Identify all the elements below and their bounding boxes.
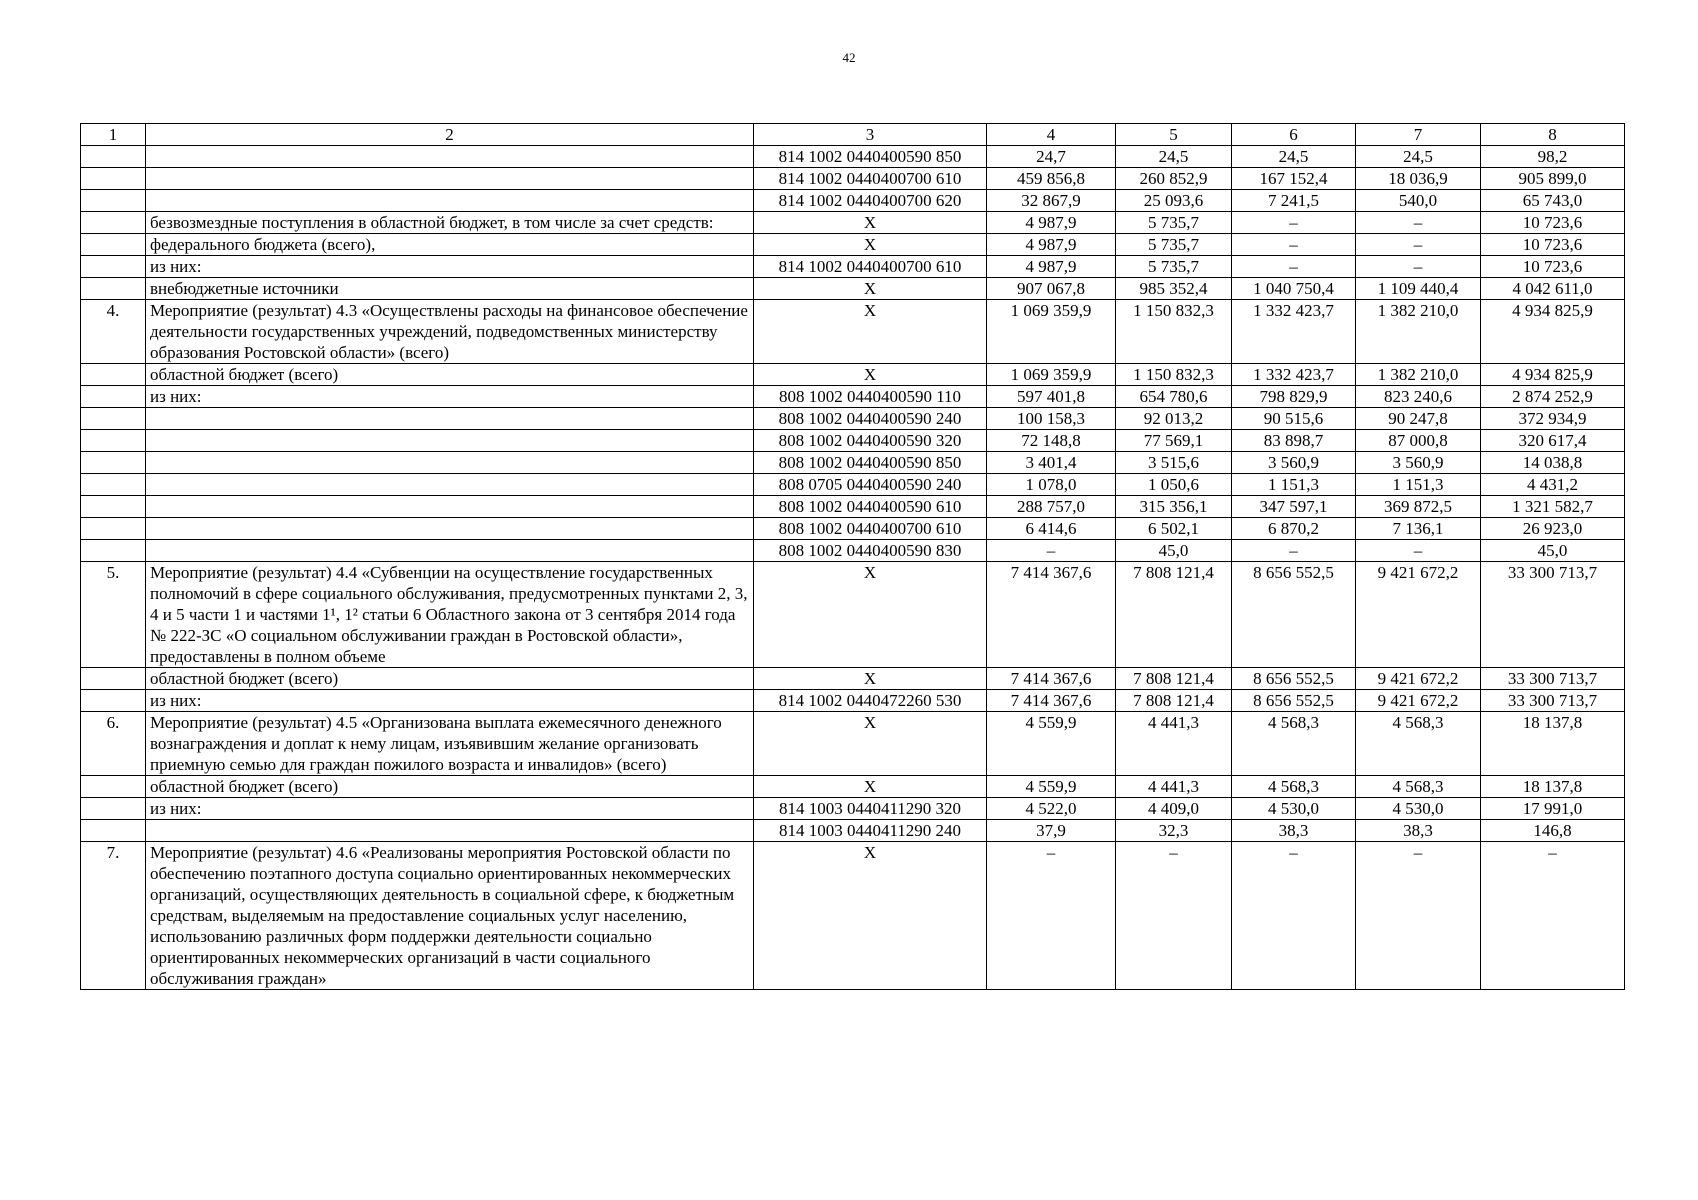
value-cell: – <box>1232 842 1356 990</box>
row-number-cell <box>81 798 146 820</box>
row-number-cell <box>81 146 146 168</box>
row-name-cell: из них: <box>146 798 754 820</box>
value-cell: 7 136,1 <box>1356 518 1481 540</box>
value-cell: 540,0 <box>1356 190 1481 212</box>
budget-code-cell: X <box>754 776 987 798</box>
value-cell: 798 829,9 <box>1232 386 1356 408</box>
table-row <box>81 712 1625 776</box>
value-cell: 6 502,1 <box>1116 518 1232 540</box>
row-name-cell: безвозмездные поступления в областной бюджет, в том числе за счет средств: <box>146 212 754 234</box>
value-cell: 7 808 121,4 <box>1116 668 1232 690</box>
value-cell: 6 414,6 <box>987 518 1116 540</box>
row-number-cell <box>81 452 146 474</box>
value-cell: – <box>1356 212 1481 234</box>
value-cell: 7 241,5 <box>1232 190 1356 212</box>
row-number-cell <box>81 190 146 212</box>
budget-code-cell: 808 1002 0440400590 110 <box>754 386 987 408</box>
table-row <box>81 540 1625 562</box>
table-row <box>81 776 1625 798</box>
value-cell: 10 723,6 <box>1481 256 1625 278</box>
table-row <box>81 798 1625 820</box>
row-number-cell <box>81 408 146 430</box>
value-cell: 5 735,7 <box>1116 234 1232 256</box>
value-cell: 146,8 <box>1481 820 1625 842</box>
value-cell: 4 530,0 <box>1356 798 1481 820</box>
value-cell: – <box>1232 540 1356 562</box>
budget-code-cell: X <box>754 212 987 234</box>
budget-code-cell: X <box>754 364 987 386</box>
value-cell: 38,3 <box>1232 820 1356 842</box>
value-cell: 1 050,6 <box>1116 474 1232 496</box>
budget-table <box>80 123 1625 990</box>
header-cell: 4 <box>987 124 1116 146</box>
row-number-cell <box>81 776 146 798</box>
value-cell: 24,5 <box>1232 146 1356 168</box>
table-row <box>81 842 1625 990</box>
row-name-cell <box>146 430 754 452</box>
row-name-cell <box>146 408 754 430</box>
row-name-cell <box>146 496 754 518</box>
row-name-cell: Мероприятие (результат) 4.3 «Осуществлены расходы на финансовое обеспечение деятельности государственных учреждений, подведомственных министерству образования Ростовской области» (всего) <box>146 300 754 364</box>
value-cell: 33 300 713,7 <box>1481 668 1625 690</box>
value-cell: 8 656 552,5 <box>1232 668 1356 690</box>
value-cell: 25 093,6 <box>1116 190 1232 212</box>
table-row <box>81 408 1625 430</box>
budget-code-cell: 814 1003 0440411290 240 <box>754 820 987 842</box>
table-row <box>81 474 1625 496</box>
row-number-cell <box>81 496 146 518</box>
row-name-cell: из них: <box>146 256 754 278</box>
budget-code-cell: X <box>754 562 987 668</box>
value-cell: 4 409,0 <box>1116 798 1232 820</box>
value-cell: 83 898,7 <box>1232 430 1356 452</box>
header-cell: 7 <box>1356 124 1481 146</box>
value-cell: – <box>1116 842 1232 990</box>
value-cell: 8 656 552,5 <box>1232 690 1356 712</box>
value-cell: 4 530,0 <box>1232 798 1356 820</box>
budget-code-cell: X <box>754 842 987 990</box>
value-cell: 1 040 750,4 <box>1232 278 1356 300</box>
value-cell: 4 559,9 <box>987 776 1116 798</box>
header-cell: 2 <box>146 124 754 146</box>
value-cell: 4 568,3 <box>1232 776 1356 798</box>
value-cell: 4 042 611,0 <box>1481 278 1625 300</box>
row-name-cell <box>146 820 754 842</box>
value-cell: 1 382 210,0 <box>1356 300 1481 364</box>
value-cell: 37,9 <box>987 820 1116 842</box>
budget-code-cell: 814 1002 0440400590 850 <box>754 146 987 168</box>
row-number-cell <box>81 212 146 234</box>
value-cell: 90 515,6 <box>1232 408 1356 430</box>
value-cell: 32 867,9 <box>987 190 1116 212</box>
value-cell: 4 568,3 <box>1356 712 1481 776</box>
value-cell: 4 568,3 <box>1232 712 1356 776</box>
value-cell: – <box>1356 256 1481 278</box>
value-cell: – <box>1356 842 1481 990</box>
table-row <box>81 212 1625 234</box>
row-number-cell <box>81 690 146 712</box>
value-cell: – <box>1481 842 1625 990</box>
value-cell: 1 150 832,3 <box>1116 300 1232 364</box>
row-name-cell: из них: <box>146 690 754 712</box>
value-cell: – <box>1232 256 1356 278</box>
value-cell: 14 038,8 <box>1481 452 1625 474</box>
value-cell: 372 934,9 <box>1481 408 1625 430</box>
row-name-cell: областной бюджет (всего) <box>146 776 754 798</box>
row-name-cell <box>146 518 754 540</box>
value-cell: 985 352,4 <box>1116 278 1232 300</box>
row-name-cell: Мероприятие (результат) 4.6 «Реализованы мероприятия Ростовской области по обеспечению поэтапного доступа социально ориентированных некоммерческих организаций, осуществляющих деятельность в социальной сфере, к бюджетным средствам, выделяемым на предоставление социальных услуг населению, использованию различных форм поддержки деятельности социально ориентированных некоммерческих организаций в части социального обслуживания граждан» <box>146 842 754 990</box>
header-cell: 5 <box>1116 124 1232 146</box>
value-cell: 24,5 <box>1356 146 1481 168</box>
table-row <box>81 496 1625 518</box>
table-row <box>81 820 1625 842</box>
row-name-cell: Мероприятие (результат) 4.4 «Субвенции на осуществление государственных полномочий в сфере социального обслуживания, предусмотренных пунктами 2, 3, 4 и 5 части 1 и частями 1¹, 1² статьи 6 Областного закона от 3 сентября 2014 года № 222-ЗС «О социальном обслуживании граждан в Ростовской области», предоставлены в полном объеме <box>146 562 754 668</box>
value-cell: 9 421 672,2 <box>1356 690 1481 712</box>
value-cell: 7 808 121,4 <box>1116 690 1232 712</box>
header-cell: 6 <box>1232 124 1356 146</box>
value-cell: – <box>1232 234 1356 256</box>
value-cell: 4 987,9 <box>987 256 1116 278</box>
budget-code-cell: 808 1002 0440400590 320 <box>754 430 987 452</box>
value-cell: 3 401,4 <box>987 452 1116 474</box>
page-number: 42 <box>842 50 856 65</box>
row-name-cell: областной бюджет (всего) <box>146 668 754 690</box>
value-cell: 45,0 <box>1116 540 1232 562</box>
value-cell: 260 852,9 <box>1116 168 1232 190</box>
value-cell: 1 151,3 <box>1232 474 1356 496</box>
value-cell: 1 078,0 <box>987 474 1116 496</box>
value-cell: 907 067,8 <box>987 278 1116 300</box>
value-cell: 3 515,6 <box>1116 452 1232 474</box>
table-row <box>81 562 1625 668</box>
row-number-cell <box>81 168 146 190</box>
table-row <box>81 190 1625 212</box>
row-number-cell: 6. <box>81 712 146 776</box>
budget-code-cell: 814 1003 0440411290 320 <box>754 798 987 820</box>
budget-code-cell: 814 1002 0440472260 530 <box>754 690 987 712</box>
value-cell: 87 000,8 <box>1356 430 1481 452</box>
table-row <box>81 518 1625 540</box>
value-cell: 459 856,8 <box>987 168 1116 190</box>
value-cell: 1 069 359,9 <box>987 364 1116 386</box>
table-row <box>81 300 1625 364</box>
value-cell: 10 723,6 <box>1481 234 1625 256</box>
value-cell: 9 421 672,2 <box>1356 562 1481 668</box>
value-cell: 33 300 713,7 <box>1481 562 1625 668</box>
value-cell: 38,3 <box>1356 820 1481 842</box>
value-cell: 1 151,3 <box>1356 474 1481 496</box>
row-number-cell <box>81 234 146 256</box>
value-cell: 288 757,0 <box>987 496 1116 518</box>
value-cell: 1 332 423,7 <box>1232 300 1356 364</box>
row-number-cell: 7. <box>81 842 146 990</box>
budget-code-cell: 808 1002 0440400700 610 <box>754 518 987 540</box>
budget-code-cell: X <box>754 668 987 690</box>
row-number-cell <box>81 668 146 690</box>
table-row <box>81 364 1625 386</box>
value-cell: 5 735,7 <box>1116 256 1232 278</box>
table-row <box>81 146 1625 168</box>
value-cell: 8 656 552,5 <box>1232 562 1356 668</box>
value-cell: 1 069 359,9 <box>987 300 1116 364</box>
table-row <box>81 386 1625 408</box>
value-cell: 24,7 <box>987 146 1116 168</box>
table-row <box>81 668 1625 690</box>
value-cell: 65 743,0 <box>1481 190 1625 212</box>
row-number-cell <box>81 430 146 452</box>
value-cell: – <box>987 540 1116 562</box>
budget-code-cell: 808 0705 0440400590 240 <box>754 474 987 496</box>
value-cell: 18 036,9 <box>1356 168 1481 190</box>
row-number-cell <box>81 256 146 278</box>
value-cell: 167 152,4 <box>1232 168 1356 190</box>
table-row <box>81 452 1625 474</box>
value-cell: 4 431,2 <box>1481 474 1625 496</box>
budget-code-cell: 808 1002 0440400590 850 <box>754 452 987 474</box>
value-cell: 5 735,7 <box>1116 212 1232 234</box>
table-row <box>81 168 1625 190</box>
value-cell: 1 332 423,7 <box>1232 364 1356 386</box>
row-name-cell: федерального бюджета (всего), <box>146 234 754 256</box>
row-number-cell <box>81 364 146 386</box>
budget-code-cell: 808 1002 0440400590 830 <box>754 540 987 562</box>
header-cell: 1 <box>81 124 146 146</box>
value-cell: 1 150 832,3 <box>1116 364 1232 386</box>
value-cell: 7 414 367,6 <box>987 562 1116 668</box>
value-cell: 823 240,6 <box>1356 386 1481 408</box>
value-cell: 4 441,3 <box>1116 776 1232 798</box>
value-cell: 92 013,2 <box>1116 408 1232 430</box>
row-name-cell <box>146 540 754 562</box>
value-cell: – <box>1232 212 1356 234</box>
row-name-cell <box>146 452 754 474</box>
value-cell: 33 300 713,7 <box>1481 690 1625 712</box>
value-cell: 597 401,8 <box>987 386 1116 408</box>
value-cell: 369 872,5 <box>1356 496 1481 518</box>
value-cell: 18 137,8 <box>1481 712 1625 776</box>
row-number-cell <box>81 278 146 300</box>
budget-code-cell: 814 1002 0440400700 610 <box>754 168 987 190</box>
value-cell: 32,3 <box>1116 820 1232 842</box>
row-number-cell <box>81 820 146 842</box>
row-name-cell <box>146 146 754 168</box>
value-cell: 9 421 672,2 <box>1356 668 1481 690</box>
table-row <box>81 256 1625 278</box>
value-cell: 7 808 121,4 <box>1116 562 1232 668</box>
value-cell: 7 414 367,6 <box>987 668 1116 690</box>
budget-code-cell: X <box>754 300 987 364</box>
value-cell: – <box>1356 234 1481 256</box>
value-cell: 4 934 825,9 <box>1481 364 1625 386</box>
value-cell: 654 780,6 <box>1116 386 1232 408</box>
budget-code-cell: 808 1002 0440400590 240 <box>754 408 987 430</box>
row-number-cell <box>81 474 146 496</box>
row-name-cell <box>146 474 754 496</box>
value-cell: 7 414 367,6 <box>987 690 1116 712</box>
value-cell: 905 899,0 <box>1481 168 1625 190</box>
value-cell: 4 568,3 <box>1356 776 1481 798</box>
value-cell: 45,0 <box>1481 540 1625 562</box>
budget-code-cell: X <box>754 712 987 776</box>
row-number-cell: 4. <box>81 300 146 364</box>
row-number-cell <box>81 518 146 540</box>
row-name-cell: внебюджетные источники <box>146 278 754 300</box>
value-cell: 90 247,8 <box>1356 408 1481 430</box>
value-cell: 4 934 825,9 <box>1481 300 1625 364</box>
row-name-cell: из них: <box>146 386 754 408</box>
value-cell: 4 987,9 <box>987 234 1116 256</box>
value-cell: 4 559,9 <box>987 712 1116 776</box>
value-cell: 347 597,1 <box>1232 496 1356 518</box>
header-cell: 8 <box>1481 124 1625 146</box>
value-cell: – <box>987 842 1116 990</box>
header-row <box>81 124 1625 146</box>
value-cell: 17 991,0 <box>1481 798 1625 820</box>
value-cell: 77 569,1 <box>1116 430 1232 452</box>
value-cell: 320 617,4 <box>1481 430 1625 452</box>
row-name-cell: областной бюджет (всего) <box>146 364 754 386</box>
value-cell: 3 560,9 <box>1232 452 1356 474</box>
table-row <box>81 278 1625 300</box>
table-row <box>81 690 1625 712</box>
value-cell: 1 382 210,0 <box>1356 364 1481 386</box>
row-name-cell <box>146 168 754 190</box>
budget-code-cell: 814 1002 0440400700 610 <box>754 256 987 278</box>
value-cell: – <box>1356 540 1481 562</box>
value-cell: 4 987,9 <box>987 212 1116 234</box>
row-number-cell <box>81 540 146 562</box>
value-cell: 18 137,8 <box>1481 776 1625 798</box>
table-row <box>81 234 1625 256</box>
value-cell: 6 870,2 <box>1232 518 1356 540</box>
row-number-cell: 5. <box>81 562 146 668</box>
value-cell: 24,5 <box>1116 146 1232 168</box>
value-cell: 1 109 440,4 <box>1356 278 1481 300</box>
table-row <box>81 430 1625 452</box>
value-cell: 3 560,9 <box>1356 452 1481 474</box>
value-cell: 4 441,3 <box>1116 712 1232 776</box>
budget-code-cell: X <box>754 234 987 256</box>
value-cell: 72 148,8 <box>987 430 1116 452</box>
header-cell: 3 <box>754 124 987 146</box>
value-cell: 100 158,3 <box>987 408 1116 430</box>
value-cell: 1 321 582,7 <box>1481 496 1625 518</box>
value-cell: 10 723,6 <box>1481 212 1625 234</box>
row-name-cell <box>146 190 754 212</box>
value-cell: 26 923,0 <box>1481 518 1625 540</box>
budget-code-cell: X <box>754 278 987 300</box>
row-number-cell <box>81 386 146 408</box>
budget-code-cell: 814 1002 0440400700 620 <box>754 190 987 212</box>
value-cell: 4 522,0 <box>987 798 1116 820</box>
row-name-cell: Мероприятие (результат) 4.5 «Организована выплата ежемесячного денежного вознаграждения и доплат к нему лицам, изъявившим желание организовать приемную семью для граждан пожилого возраста и инвалидов» (всего) <box>146 712 754 776</box>
value-cell: 2 874 252,9 <box>1481 386 1625 408</box>
value-cell: 98,2 <box>1481 146 1625 168</box>
value-cell: 315 356,1 <box>1116 496 1232 518</box>
budget-code-cell: 808 1002 0440400590 610 <box>754 496 987 518</box>
